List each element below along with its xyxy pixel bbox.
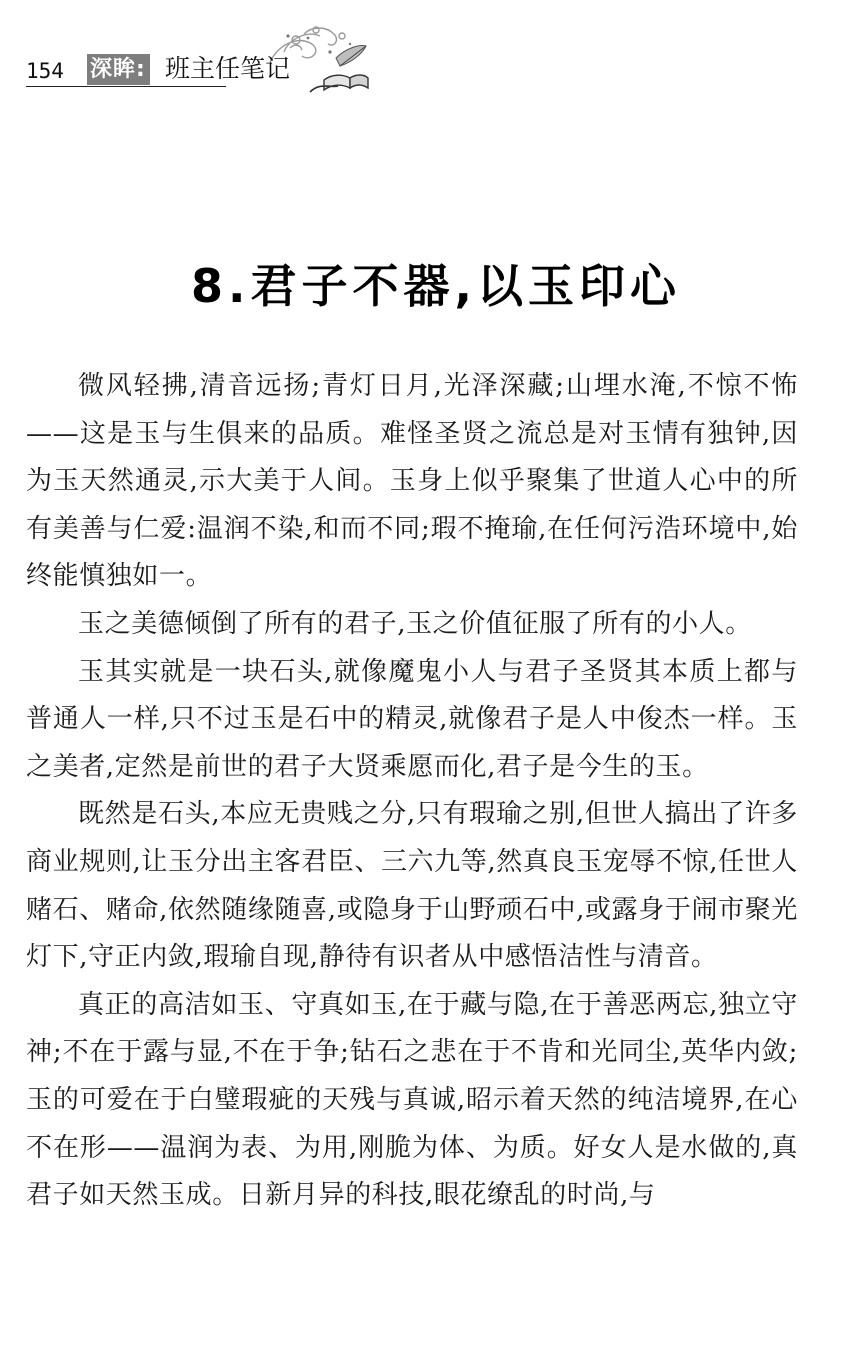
paragraph: 玉之美德倾倒了所有的君子,玉之价值征服了所有的小人。 [78,608,752,639]
series-title: 班主任笔记 [165,54,291,83]
paragraph: 微风轻拂,清音远扬;青灯日月,光泽深藏;山埋水淹,不惊不怖——这是玉与生俱来的品质。难怪圣贤之流总是对玉情有独钟,因为玉天然通灵,示大美于人间。玉身上似乎聚集了世道人心中的所有美善与仁爱:温润不染,和而不同;瑕不掩瑜,在任何污浩环境中,始终能慎独如一。 [26,371,798,592]
running-header [26,22,366,92]
series-tag: 深眸: [87,54,150,85]
chapter-title: 8.君子不器,以玉印心 [191,258,681,313]
paragraph: 既然是石头,本应无贵贱之分,只有瑕瑜之别,但世人搞出了许多商业规则,让玉分出主客君臣、三六九等,然真良玉宠辱不惊,任世人赌石、赌命,依然随缘随喜,或隐身于山野顽石中,或露身于闹市聚光灯下,守正内敛,瑕瑜自现,静待有识者从中感悟洁性与清音。 [26,799,798,973]
page-number: 154 [26,59,64,83]
body-text [26,363,798,1220]
paragraph: 真正的高洁如玉、守真如玉,在于藏与隐,在于善恶两忘,独立守神;不在于露与显,不在于争;钻石之悲在于不肯和光同尘,英华内敛;玉的可爱在于白璧瑕疵的天残与真诚,昭示着天然的纯洁境界,在心不在形——温润为表、为用,刚脆为体、为质。好女人是水做的,真君子如天然玉成。日新月异的科技,眼花缭乱的时尚,与 [26,989,798,1211]
paragraph: 玉其实就是一块石头,就像魔鬼小人与君子圣贤其本质上都与普通人一样,只不过玉是石中的精灵,就像君子是人中俊杰一样。玉之美者,定然是前世的君子大贤乘愿而化,君子是今生的玉。 [26,656,798,782]
header-rule [26,86,226,87]
